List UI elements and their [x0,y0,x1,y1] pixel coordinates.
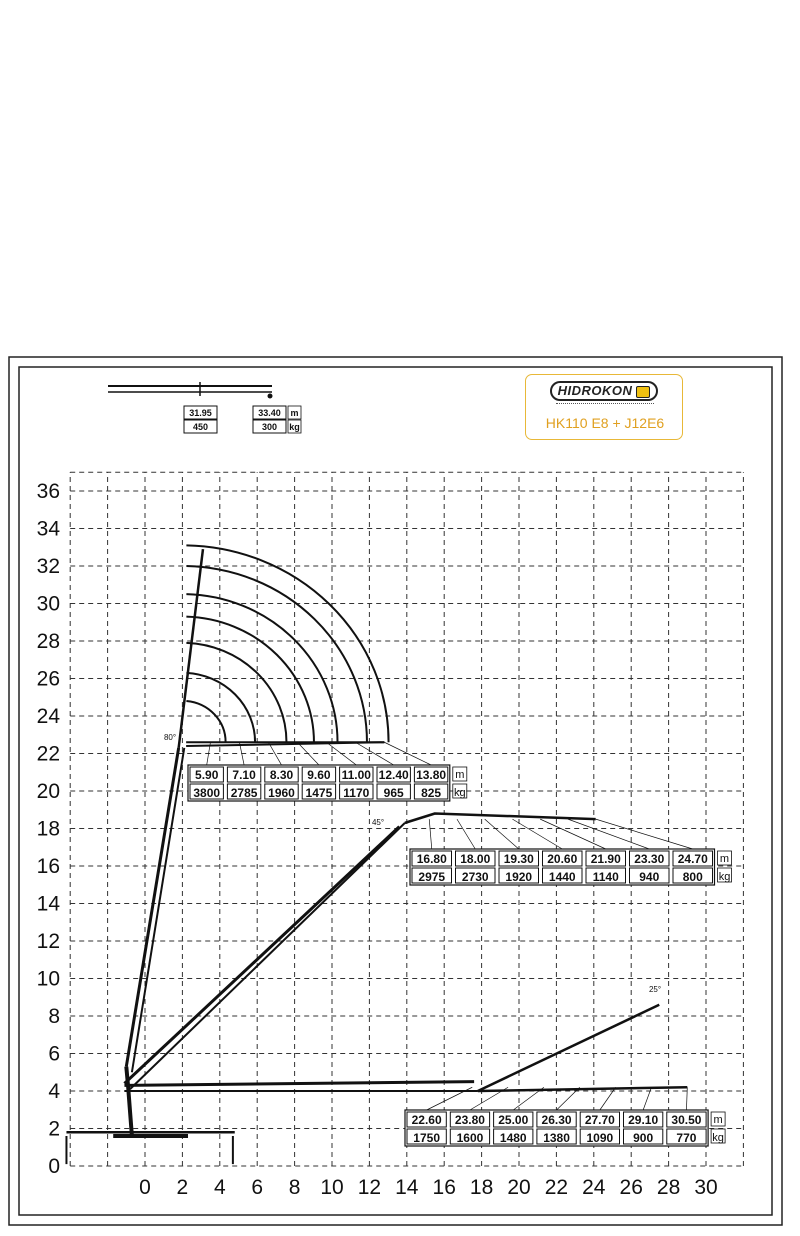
load-value: 1090 [586,1131,614,1145]
reach-arcs [186,545,388,742]
reach-value: 19.30 [503,852,534,866]
load-value: 800 [682,870,703,884]
load-value: 450 [192,422,209,432]
load-value: 1440 [548,870,576,884]
reach-value: 23.30 [634,852,665,866]
unit-meters: m [713,1114,723,1126]
x-tick-label: 0 [139,1176,151,1199]
load-value: 1380 [543,1131,570,1145]
reach-value: 13.80 [416,768,447,782]
load-value: 2785 [230,786,258,800]
reach-value: 20.60 [547,852,578,866]
reach-arc [186,643,286,742]
reach-arc [186,594,337,742]
reach-value: 23.80 [454,1113,485,1127]
unit-meters: m [455,769,465,781]
angle-label: 45° [371,818,385,827]
x-tick-label: 10 [320,1176,344,1199]
load-value: 1475 [305,786,333,800]
reach-value: 27.70 [584,1113,615,1127]
reach-value: 9.60 [307,768,331,782]
leader-line [512,819,562,849]
brand-divider [556,403,654,406]
reach-value: 16.80 [416,852,447,866]
leader-line [540,819,606,849]
leader-line [429,819,432,849]
load-value: 965 [383,786,404,800]
unit-kilograms: kg [718,871,731,883]
x-tick-label: 26 [619,1176,643,1199]
x-tick-label: 30 [694,1176,718,1199]
leader-line [485,819,519,849]
reach-arc [186,673,255,742]
unit-meters: m [290,408,299,418]
load-value: 3800 [193,786,221,800]
y-tick-label: 4 [48,1080,60,1103]
load-value: 1600 [456,1131,484,1145]
reach-arc [186,701,225,742]
x-tick-label: 16 [432,1176,456,1199]
top-extension [108,382,301,433]
leader-line [568,819,649,849]
boom-horizontal-main [124,1082,474,1086]
load-value: 2730 [461,870,489,884]
brand-logo [550,381,658,401]
load-value: 300 [261,422,278,432]
brand-mark-icon [636,386,650,398]
brand-box [525,374,683,440]
y-tick-label: 10 [36,967,60,991]
reach-value: 18.00 [460,852,491,866]
grid [70,472,743,1166]
x-tick-label: 6 [251,1176,264,1199]
y-tick-label: 20 [36,780,60,803]
x-tick-label: 12 [357,1176,382,1199]
y-tick-label: 16 [36,855,60,878]
angle-label: 25° [648,985,662,994]
load-value: 1920 [505,870,533,884]
x-tick-label: 24 [582,1176,606,1199]
load-value: 1960 [268,786,295,800]
y-tick-label: 0 [48,1155,60,1178]
load-value: 1750 [413,1131,441,1145]
reach-value: 22.60 [411,1113,442,1127]
reach-value: 26.30 [541,1113,572,1127]
x-tick-label: 4 [213,1176,226,1199]
reach-value: 29.10 [628,1113,659,1127]
unit-kilograms: kg [453,787,466,799]
leader-line [596,819,693,849]
unit-kilograms: kg [712,1132,724,1144]
y-tick-label: 24 [36,705,60,728]
y-tick-label: 6 [48,1042,60,1066]
load-value: 770 [676,1131,697,1145]
load-value: 825 [421,786,442,800]
reach-value: 21.90 [590,852,621,866]
unit-meters: m [719,853,730,865]
y-tick-label: 30 [36,592,60,616]
boom-vertical-main [132,748,184,1072]
y-tick-label: 32 [36,555,60,578]
load-value: 900 [633,1131,654,1145]
reach-arc [186,545,388,742]
model-name: HK110 E8 + J12E6 [545,415,665,431]
y-tick-label: 36 [36,480,60,503]
y-tick-label: 8 [48,1005,60,1028]
y-tick-label: 12 [36,930,60,953]
boom-vertical-main [126,748,178,1067]
x-tick-label: 22 [544,1176,569,1199]
boom-45-main [130,823,405,1089]
reach-value: 11.00 [341,768,371,782]
reach-value: 25.00 [498,1113,529,1127]
load-table [410,849,732,885]
reach-value: 31.95 [189,408,212,418]
y-tick-label: 28 [36,630,60,653]
load-table [405,1110,725,1146]
load-value: 940 [639,870,660,884]
reach-value: 5.90 [195,768,219,782]
reach-value: 24.70 [677,852,708,866]
boom-horizontal-jib [478,1087,687,1091]
hook-icon [268,394,273,399]
brand-logo-text: HIDROKON [557,383,633,398]
angle-label: 80° [163,733,177,742]
x-tick-label: 18 [469,1176,494,1199]
boom-25-jib [478,1005,659,1091]
reach-value: 33.40 [258,408,281,418]
leader-line [457,819,475,849]
x-tick-label: 8 [288,1176,301,1199]
y-tick-label: 22 [36,742,60,766]
x-tick-label: 28 [656,1176,681,1199]
y-tick-label: 34 [36,517,60,541]
x-tick-label: 14 [395,1176,419,1199]
y-tick-label: 14 [36,892,60,916]
reach-value: 8.30 [269,768,294,782]
boom-45-jib [405,814,596,823]
y-tick-label: 2 [48,1117,60,1141]
y-tick-label: 26 [36,667,60,691]
y-tick-label: 18 [36,817,60,841]
reach-value: 7.10 [232,768,256,782]
load-value: 2975 [418,870,446,884]
reach-value: 30.50 [671,1113,702,1127]
reach-value: 12.40 [378,768,409,782]
x-tick-label: 20 [507,1176,531,1199]
load-value: 1170 [343,786,370,800]
load-value: 1480 [499,1131,527,1145]
unit-kilograms: kg [289,422,300,432]
load-table [188,765,467,801]
x-tick-label: 2 [176,1176,189,1199]
load-value: 1140 [592,870,619,884]
